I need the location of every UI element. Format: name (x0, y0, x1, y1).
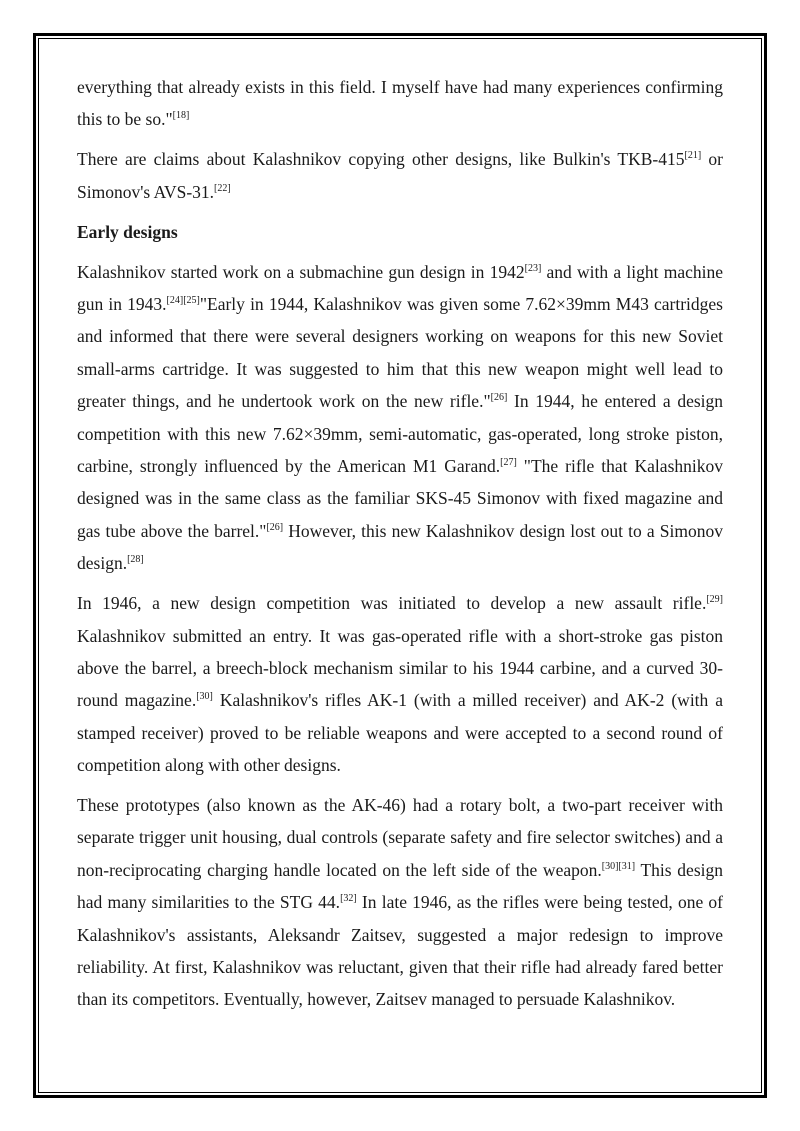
paragraph-text: However, this new Kalashnikov design lost out to a Simonov design. (77, 520, 723, 574)
paragraph-text: and with a light machine gun in 1943. (77, 261, 723, 314)
section-heading: Early designs (77, 221, 178, 242)
paragraph-text: "Early in 1944, Kalashnikov was given some 7.62×39mm M43 cartridges and informed that there were several designers working on weapons for this new Soviet small-arms cartridge. It was suggested to him that this new weapon might well lead to greater things, and he undertook work on the new rifle." (77, 293, 723, 412)
citation-ref[interactable]: [23] (524, 262, 542, 274)
paragraph-text: Kalashnikov started work on a submachine gun design in 1942 (77, 261, 525, 282)
citation-ref[interactable]: [21] (684, 150, 702, 162)
citation-ref[interactable]: [26] (490, 392, 508, 404)
paragraph-4 (77, 587, 723, 781)
citation-ref[interactable]: [24][25] (166, 295, 200, 307)
paragraph-5 (77, 789, 723, 1016)
citation-ref[interactable]: [26] (266, 521, 284, 533)
paragraph-text: Kalashnikov's rifles AK-1 (with a milled receiver) and AK-2 (with a stamped receiver) proved to be reliable weapons and were accepted to a second round of competition along with other designs. (77, 690, 724, 776)
citation-ref[interactable]: [27] (500, 457, 517, 469)
paragraph-1 (77, 71, 723, 136)
paragraph-text: "The rifle that Kalashnikov designed was in the same class as the familiar SKS-45 Simonov with fixed magazine and gas tube above the barrel." (77, 455, 723, 541)
citation-ref[interactable]: [30][31] (601, 861, 636, 873)
paragraph-text: In 1944, he entered a design competition with this new 7.62×39mm, semi-automatic, gas-operated, long stroke piston, carbine, strongly influenced by the American M1 Garand. (77, 391, 724, 476)
paragraph-3 (77, 256, 723, 580)
document-body (77, 71, 723, 1023)
paragraph-text: In 1946, a new design competition was initiated to develop a new assault rifle. (77, 593, 707, 614)
citation-ref[interactable]: [18] (172, 110, 190, 122)
paragraph-text: In late 1946, as the rifles were being tested, one of Kalashnikov's assistants, Aleksandr Zaitsev, suggested a major redesign to improve reliability. At first, Kalashnikov was reluctant, given that their rifle had already fared better than its competitors. Eventually, however, Zaitsev managed to persuade Kalashnikov. (77, 892, 724, 1010)
paragraph-text: Kalashnikov submitted an entry. It was gas-operated rifle with a short-stroke gas piston above the barrel, a breech-block mechanism similar to his 1944 carbine, and a curved 30-round magazine. (77, 625, 723, 711)
paragraph-text: These prototypes (also known as the AK-46) had a rotary bolt, a two-part receiver with separate trigger unit housing, dual controls (separate safety and fire selector switches) and a non-reciprocating charging handle located on the left side of the weapon. (77, 795, 723, 880)
citation-ref[interactable]: [29] (706, 594, 723, 606)
paragraph-text: This design had many similarities to the STG 44. (77, 859, 723, 913)
citation-ref[interactable]: [22] (214, 182, 231, 194)
paragraph-text: There are claims about Kalashnikov copying other designs, like Bulkin's TKB-415 (77, 149, 685, 170)
citation-ref[interactable]: [32] (340, 893, 357, 905)
citation-ref[interactable]: [30] (196, 691, 213, 703)
paragraph-text: or Simonov's AVS-31. (77, 149, 723, 202)
paragraph-2 (77, 143, 723, 208)
paragraph-text: everything that already exists in this field. I myself have had many experiences confirming this to be so." (77, 77, 723, 130)
citation-ref[interactable]: [28] (127, 554, 144, 566)
